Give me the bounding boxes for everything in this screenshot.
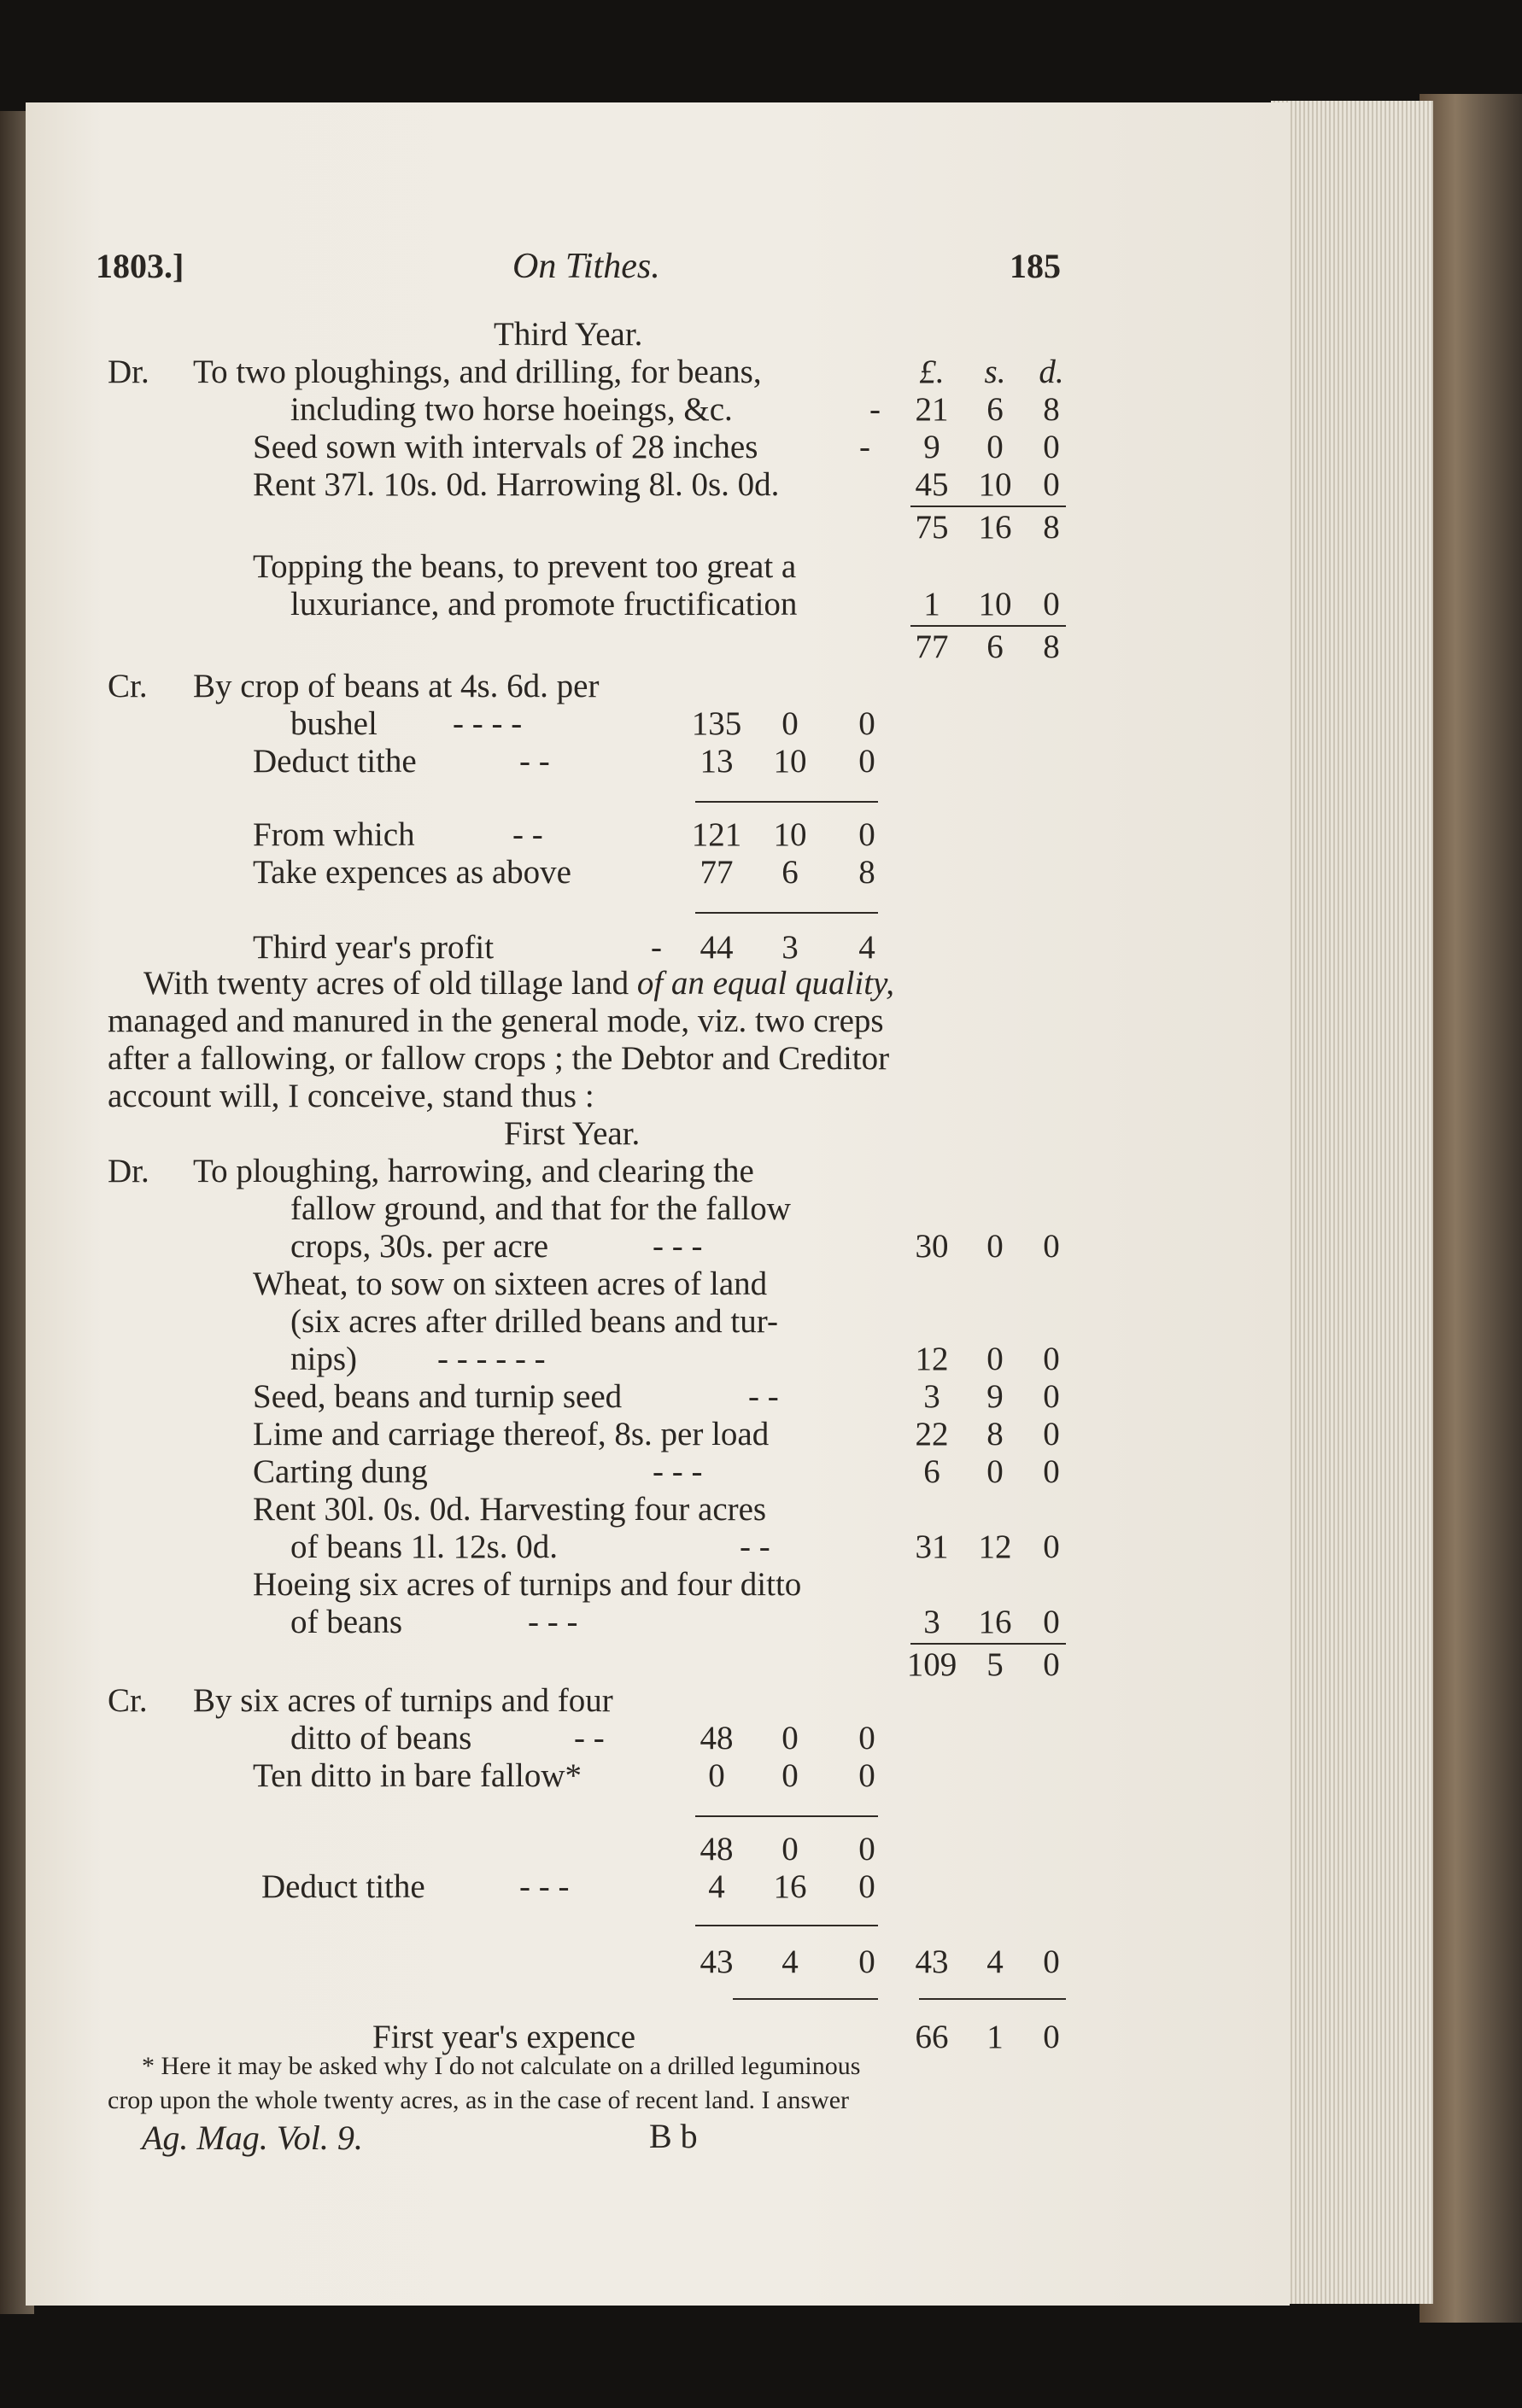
total-pence: 0 bbox=[1043, 1646, 1060, 1683]
total-shillings: 6 bbox=[986, 628, 1004, 665]
debit-label: Dr. bbox=[108, 354, 149, 390]
entry-text: Rent 37l. 10s. 0d. Harrowing 8l. 0s. 0d. bbox=[253, 466, 780, 503]
entry-text: Third year's profit bbox=[253, 929, 495, 966]
entry-text: (six acres after drilled beans and tur- bbox=[290, 1303, 778, 1340]
amount-shillings: 10 bbox=[773, 743, 807, 780]
expence-pounds: 66 bbox=[915, 2019, 949, 2055]
entry-text: By crop of beans at 4s. 6d. per bbox=[193, 668, 600, 704]
entry-text: nips) bbox=[290, 1341, 357, 1377]
amount-pounds: 1 bbox=[923, 586, 940, 622]
entry-text: Seed, beans and turnip seed bbox=[253, 1378, 623, 1415]
entry-text: Seed sown with intervals of 28 inches bbox=[253, 429, 758, 465]
amount-pence: 0 bbox=[1043, 1416, 1060, 1452]
leader-dashes: - - bbox=[519, 743, 550, 780]
leader-dashes: - - bbox=[748, 1378, 779, 1415]
leader-dashes: - - - - - - bbox=[437, 1341, 546, 1377]
amount-pounds: 45 bbox=[915, 466, 949, 503]
entry-text: Ten ditto in bare fallow* bbox=[253, 1757, 582, 1794]
entry-text: bushel bbox=[290, 705, 378, 742]
leader-dashes: - - bbox=[512, 816, 543, 853]
amount-pounds: 3 bbox=[923, 1378, 940, 1415]
carried-pounds: 43 bbox=[915, 1943, 949, 1980]
book-spine bbox=[1420, 94, 1522, 2323]
sum-rule bbox=[695, 1815, 878, 1817]
paragraph-text: With twenty acres of old tillage land bbox=[143, 965, 637, 1002]
amount-pence: 0 bbox=[858, 1868, 875, 1905]
amount-pounds: 9 bbox=[923, 429, 940, 465]
body-paragraph-line: after a fallowing, or fallow crops ; the Debtor and Creditor bbox=[108, 1040, 890, 1077]
amount-pence: 0 bbox=[1043, 1528, 1060, 1565]
profit-pounds: 44 bbox=[700, 929, 734, 966]
total-pounds: 77 bbox=[915, 628, 949, 665]
amount-pence: 0 bbox=[1043, 1604, 1060, 1640]
entry-text: of beans 1l. 12s. 0d. bbox=[290, 1528, 559, 1565]
entry-text: luxuriance, and promote fructification bbox=[290, 586, 798, 622]
sum-rule bbox=[733, 1998, 878, 2000]
amount-shillings: 0 bbox=[781, 705, 799, 742]
amount-pounds: 77 bbox=[700, 854, 734, 891]
leader-dashes: - - - - bbox=[453, 705, 523, 742]
profit-shillings: 3 bbox=[781, 929, 799, 966]
entry-text: Topping the beans, to prevent too great a bbox=[253, 548, 797, 585]
amount-pounds: 48 bbox=[700, 1720, 734, 1756]
amount-pounds: 13 bbox=[700, 743, 734, 780]
entry-text: To ploughing, harrowing, and clearing the bbox=[193, 1153, 754, 1189]
journal-signature: Ag. Mag. Vol. 9. bbox=[142, 2119, 363, 2157]
leader-dash: - bbox=[869, 391, 881, 428]
entry-text: Deduct tithe bbox=[253, 743, 417, 780]
amount-pounds: 3 bbox=[923, 1604, 940, 1640]
amount-shillings: 0 bbox=[781, 1720, 799, 1756]
credit-label: Cr. bbox=[108, 668, 148, 704]
carried-shillings: 4 bbox=[986, 1943, 1004, 1980]
amount-pence: 8 bbox=[858, 854, 875, 891]
entry-text: By six acres of turnips and four bbox=[193, 1682, 613, 1719]
amount-pence: 0 bbox=[1043, 1341, 1060, 1377]
debit-label: Dr. bbox=[108, 1153, 149, 1189]
entry-text: Deduct tithe bbox=[261, 1868, 425, 1905]
amount-shillings: 10 bbox=[978, 586, 1012, 622]
entry-text: Rent 30l. 0s. 0d. Harvesting four acres bbox=[253, 1491, 767, 1528]
amount-pence: 8 bbox=[1043, 391, 1060, 428]
amount-shillings: 16 bbox=[978, 1604, 1012, 1640]
amount-pounds: 121 bbox=[691, 816, 742, 853]
entry-text: To two ploughings, and drilling, for beans, bbox=[193, 354, 762, 390]
amount-pence: 0 bbox=[858, 1943, 875, 1980]
currency-shillings: s. bbox=[984, 354, 1006, 390]
entry-text: fallow ground, and that for the fallow bbox=[290, 1190, 791, 1227]
amount-shillings: 16 bbox=[773, 1868, 807, 1905]
entry-text: crops, 30s. per acre bbox=[290, 1228, 549, 1265]
amount-pence: 0 bbox=[1043, 429, 1060, 465]
amount-pence: 0 bbox=[1043, 1453, 1060, 1490]
total-shillings: 5 bbox=[986, 1646, 1004, 1683]
leader-dashes: - - - bbox=[653, 1228, 703, 1265]
amount-shillings: 8 bbox=[986, 1416, 1004, 1452]
expence-shillings: 1 bbox=[986, 2019, 1004, 2055]
entry-text: Take expences as above bbox=[253, 854, 571, 891]
amount-shillings: 0 bbox=[986, 1341, 1004, 1377]
amount-pence: 0 bbox=[858, 1831, 875, 1867]
amount-shillings: 9 bbox=[986, 1378, 1004, 1415]
footnote-line: crop upon the whole twenty acres, as in the case of recent land. I answer bbox=[108, 2086, 849, 2114]
entry-text: ditto of beans bbox=[290, 1720, 472, 1756]
paragraph-italic-text: of an equal quality, bbox=[636, 965, 894, 1002]
amount-shillings: 10 bbox=[773, 816, 807, 853]
leader-dash: - bbox=[651, 929, 662, 966]
body-paragraph-line bbox=[143, 965, 894, 1002]
amount-pence: 0 bbox=[1043, 1378, 1060, 1415]
header-title: On Tithes. bbox=[512, 247, 660, 286]
amount-pounds: 31 bbox=[915, 1528, 949, 1565]
amount-pence: 0 bbox=[858, 1720, 875, 1756]
amount-pence: 0 bbox=[858, 1757, 875, 1794]
sum-rule bbox=[919, 1998, 1066, 2000]
total-pounds: 109 bbox=[906, 1646, 957, 1683]
entry-text: From which bbox=[253, 816, 415, 853]
subtotal-shillings: 16 bbox=[978, 509, 1012, 546]
amount-shillings: 0 bbox=[986, 429, 1004, 465]
sum-rule bbox=[910, 625, 1066, 627]
body-paragraph-line: account will, I conceive, stand thus : bbox=[108, 1078, 594, 1114]
currency-pounds: £. bbox=[919, 354, 945, 390]
subtotal-pence: 8 bbox=[1043, 509, 1060, 546]
amount-pounds: 135 bbox=[691, 705, 742, 742]
sum-rule bbox=[910, 1643, 1066, 1645]
amount-pounds: 30 bbox=[915, 1228, 949, 1265]
amount-shillings: 4 bbox=[781, 1943, 799, 1980]
carried-pence: 0 bbox=[1043, 1943, 1060, 1980]
currency-pence: d. bbox=[1039, 354, 1064, 390]
amount-shillings: 12 bbox=[978, 1528, 1012, 1565]
sum-rule bbox=[695, 912, 878, 914]
signature-mark: B b bbox=[649, 2117, 698, 2155]
amount-pounds: 21 bbox=[915, 391, 949, 428]
amount-pence: 0 bbox=[1043, 586, 1060, 622]
amount-pounds: 6 bbox=[923, 1453, 940, 1490]
entry-text: First year's expence bbox=[372, 2019, 636, 2055]
section-heading-third-year: Third Year. bbox=[494, 316, 643, 353]
amount-pounds: 4 bbox=[708, 1868, 725, 1905]
amount-pounds: 48 bbox=[700, 1831, 734, 1867]
page-edges bbox=[1271, 101, 1433, 2304]
amount-pounds: 0 bbox=[708, 1757, 725, 1794]
entry-text: Wheat, to sow on sixteen acres of land bbox=[253, 1265, 768, 1302]
amount-pounds: 22 bbox=[915, 1416, 949, 1452]
amount-pence: 0 bbox=[1043, 1228, 1060, 1265]
header-year: 1803.] bbox=[96, 247, 184, 285]
page-number: 185 bbox=[1010, 247, 1061, 285]
total-pence: 8 bbox=[1043, 628, 1060, 665]
amount-shillings: 0 bbox=[781, 1831, 799, 1867]
entry-text: Carting dung bbox=[253, 1453, 428, 1490]
amount-pence: 0 bbox=[858, 816, 875, 853]
amount-shillings: 6 bbox=[781, 854, 799, 891]
profit-pence: 4 bbox=[858, 929, 875, 966]
entry-text: including two horse hoeings, &c. bbox=[290, 391, 733, 428]
amount-pence: 0 bbox=[858, 743, 875, 780]
amount-shillings: 0 bbox=[986, 1453, 1004, 1490]
sum-rule bbox=[695, 1925, 878, 1926]
amount-shillings: 0 bbox=[781, 1757, 799, 1794]
credit-label: Cr. bbox=[108, 1682, 148, 1719]
footnote-line: * Here it may be asked why I do not calculate on a drilled leguminous bbox=[142, 2052, 861, 2080]
entry-text: of beans bbox=[290, 1604, 403, 1640]
amount-pence: 0 bbox=[1043, 466, 1060, 503]
amount-pounds: 43 bbox=[700, 1943, 734, 1980]
expence-pence: 0 bbox=[1043, 2019, 1060, 2055]
amount-shillings: 0 bbox=[986, 1228, 1004, 1265]
leader-dashes: - - - bbox=[653, 1453, 703, 1490]
leader-dashes: - - - bbox=[519, 1868, 570, 1905]
body-paragraph-line: managed and manured in the general mode, viz. two creps bbox=[108, 1002, 884, 1039]
leader-dash: - bbox=[859, 429, 870, 465]
entry-text: Lime and carriage thereof, 8s. per load bbox=[253, 1416, 770, 1452]
subtotal-pounds: 75 bbox=[915, 509, 949, 546]
leader-dashes: - - bbox=[574, 1720, 605, 1756]
amount-pounds: 12 bbox=[915, 1341, 949, 1377]
amount-shillings: 6 bbox=[986, 391, 1004, 428]
leader-dashes: - - bbox=[740, 1528, 770, 1565]
amount-pence: 0 bbox=[858, 705, 875, 742]
running-header bbox=[0, 246, 1522, 297]
section-heading-first-year: First Year. bbox=[504, 1115, 641, 1152]
sum-rule bbox=[910, 506, 1066, 507]
sum-rule bbox=[695, 801, 878, 803]
leader-dashes: - - - bbox=[528, 1604, 578, 1640]
amount-shillings: 10 bbox=[978, 466, 1012, 503]
entry-text: Hoeing six acres of turnips and four ditto bbox=[253, 1566, 802, 1603]
